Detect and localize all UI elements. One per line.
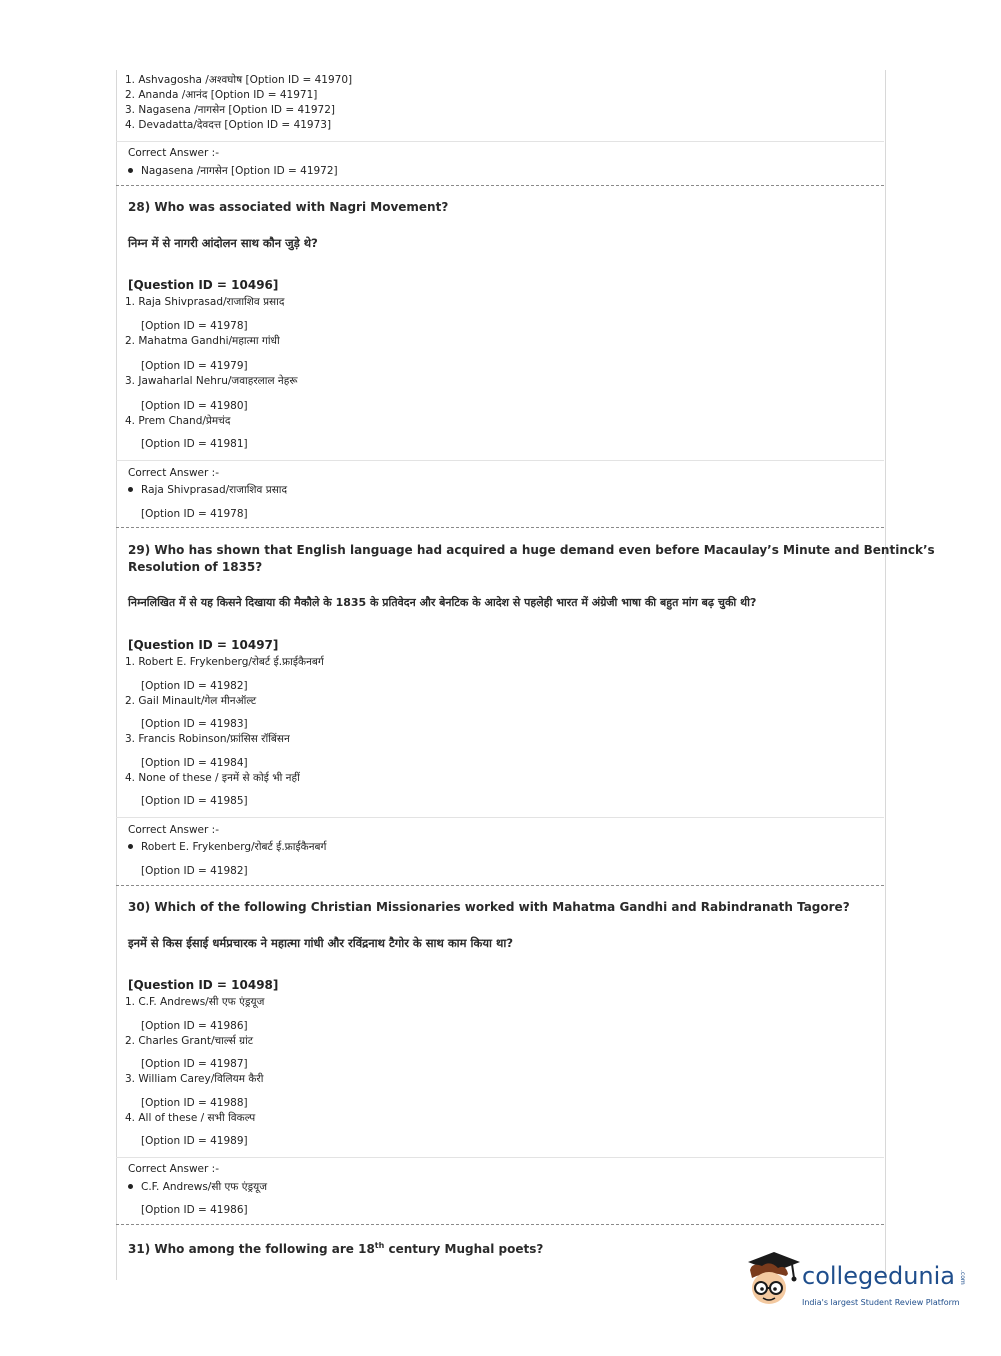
q30-option-3: 3. William Carey/विलियम कैरी (125, 1073, 264, 1085)
q28-option-3-id: [Option ID = 41980] (141, 400, 248, 412)
q30-question: 30) Which of the following Christian Missionaries worked with Mahatma Gandhi and Rabindranath Tagore? (128, 900, 850, 914)
q28-question: 28) Who was associated with Nagri Movement? (128, 200, 449, 214)
q28-correct-id: [Option ID = 41978] (141, 508, 248, 520)
q31-question (128, 1238, 543, 1257)
q28-correct-label: Correct Answer :- (128, 467, 219, 479)
q27-option-3: 3. Nagasena /नागसेन [Option ID = 41972] (125, 104, 335, 116)
q28-option-2-id: [Option ID = 41979] (141, 360, 248, 372)
bullet-icon (128, 487, 133, 492)
divider (116, 141, 884, 142)
q29-option-3-id: [Option ID = 41984] (141, 757, 248, 769)
q29-option-4-id: [Option ID = 41985] (141, 795, 248, 807)
q31-question-text-end: century Mughal poets? (384, 1242, 544, 1256)
q29-option-2-id: [Option ID = 41983] (141, 718, 248, 730)
q30-correct-text: C.F. Andrews/सी एफ एंड्रयूज (141, 1181, 268, 1193)
q30-option-4: 4. All of these / सभी विकल्प (125, 1112, 256, 1124)
q28-option-4-id: [Option ID = 41981] (141, 438, 248, 450)
q29-correct-answer (128, 841, 326, 854)
q27-option-4: 4. Devadatta/देवदत्त [Option ID = 41973] (125, 119, 332, 131)
q27-correct-answer (128, 165, 338, 178)
question-separator (116, 885, 884, 886)
q27-option-1: 1. Ashvagosha /अश्वघोष [Option ID = 41970] (125, 74, 353, 86)
brand-tagline: India's largest Student Review Platform (802, 1298, 960, 1307)
q30-correct-label: Correct Answer :- (128, 1163, 219, 1175)
q30-option-1-id: [Option ID = 41986] (141, 1020, 248, 1032)
q28-option-2: 2. Mahatma Gandhi/महात्मा गांधी (125, 335, 280, 347)
q28-question-id: [Question ID = 10496] (128, 278, 279, 292)
q29-option-4: 4. None of these / इनमें से कोई भी नहीं (125, 772, 300, 784)
q30-option-1: 1. C.F. Andrews/सी एफ एंड्रयूज (125, 996, 265, 1008)
q31-question-superscript: th (374, 1241, 385, 1250)
q30-option-2: 2. Charles Grant/चार्ल्स ग्रांट (125, 1035, 254, 1047)
q27-correct-text: Nagasena /नागसेन [Option ID = 41972] (141, 165, 338, 177)
question-separator (116, 1224, 884, 1225)
q29-question-line2: Resolution of 1835? (128, 560, 263, 574)
question-separator (116, 527, 884, 528)
q29-option-1-id: [Option ID = 41982] (141, 680, 248, 692)
brand-name: collegedunia (802, 1262, 956, 1290)
q29-option-2: 2. Gail Minault/गेल मीनऑल्ट (125, 695, 257, 707)
brand-dotcom: .com (959, 1270, 966, 1285)
q28-option-3: 3. Jawaharlal Nehru/जवाहरलाल नेहरू (125, 375, 298, 387)
bullet-icon (128, 168, 133, 173)
bullet-icon (128, 844, 133, 849)
q29-correct-id: [Option ID = 41982] (141, 865, 248, 877)
q28-correct-answer (128, 484, 287, 497)
q30-option-4-id: [Option ID = 41989] (141, 1135, 248, 1147)
q29-question-line1: 29) Who has shown that English language had acquired a huge demand even before Macaulay’s Minute and Bentinck’s (128, 543, 935, 557)
q30-question-id: [Question ID = 10498] (128, 978, 279, 992)
q29-correct-label: Correct Answer :- (128, 824, 219, 836)
q29-correct-text: Robert E. Frykenberg/रोबर्ट ई.फ्राईकैनबर्ग (141, 841, 327, 853)
q30-option-2-id: [Option ID = 41987] (141, 1058, 248, 1070)
student-mascot-icon (742, 1248, 800, 1310)
question-separator (116, 185, 884, 186)
q29-option-3: 3. Francis Robinson/फ्रांसिस रॉबिंसन (125, 733, 290, 745)
q30-option-3-id: [Option ID = 41988] (141, 1097, 248, 1109)
q28-option-4: 4. Prem Chand/प्रेमचंद (125, 415, 231, 427)
q28-option-1-id: [Option ID = 41978] (141, 320, 248, 332)
q28-option-1: 1. Raja Shivprasad/राजाशिव प्रसाद (125, 296, 285, 308)
collegedunia-logo (742, 1248, 972, 1318)
q29-question-hindi: निम्नलिखित में से यह किसने दिखाया की मैकौले के 1835 के प्रतिवेदन और बेनटिक के आदेश से पहलेही भारत में अंग्रेजी भाषा की बहुत मांग बढ़ चुकी थी? (128, 596, 757, 609)
q29-question-id: [Question ID = 10497] (128, 638, 279, 652)
divider (116, 460, 884, 461)
q30-correct-id: [Option ID = 41986] (141, 1204, 248, 1216)
q30-correct-answer (128, 1181, 267, 1194)
divider (116, 1157, 884, 1158)
q27-correct-label: Correct Answer :- (128, 147, 219, 159)
q29-option-1: 1. Robert E. Frykenberg/रोबर्ट ई.फ्राईकैनबर्ग (125, 656, 324, 668)
divider (116, 817, 884, 818)
q31-question-text: 31) Who among the following are 18 (128, 1242, 375, 1256)
q28-correct-text: Raja Shivprasad/राजाशिव प्रसाद (141, 484, 288, 496)
q27-option-2: 2. Ananda /आनंद [Option ID = 41971] (125, 89, 318, 101)
bullet-icon (128, 1184, 133, 1189)
q30-question-hindi: इनमें से किस ईसाई धर्मप्रचारक ने महात्मा गांधी और रविंद्रनाथ टैगोर के साथ काम किया था? (128, 936, 513, 950)
q28-question-hindi: निम्न में से नागरी आंदोलन साथ कौन जुड़े थे? (128, 236, 318, 250)
